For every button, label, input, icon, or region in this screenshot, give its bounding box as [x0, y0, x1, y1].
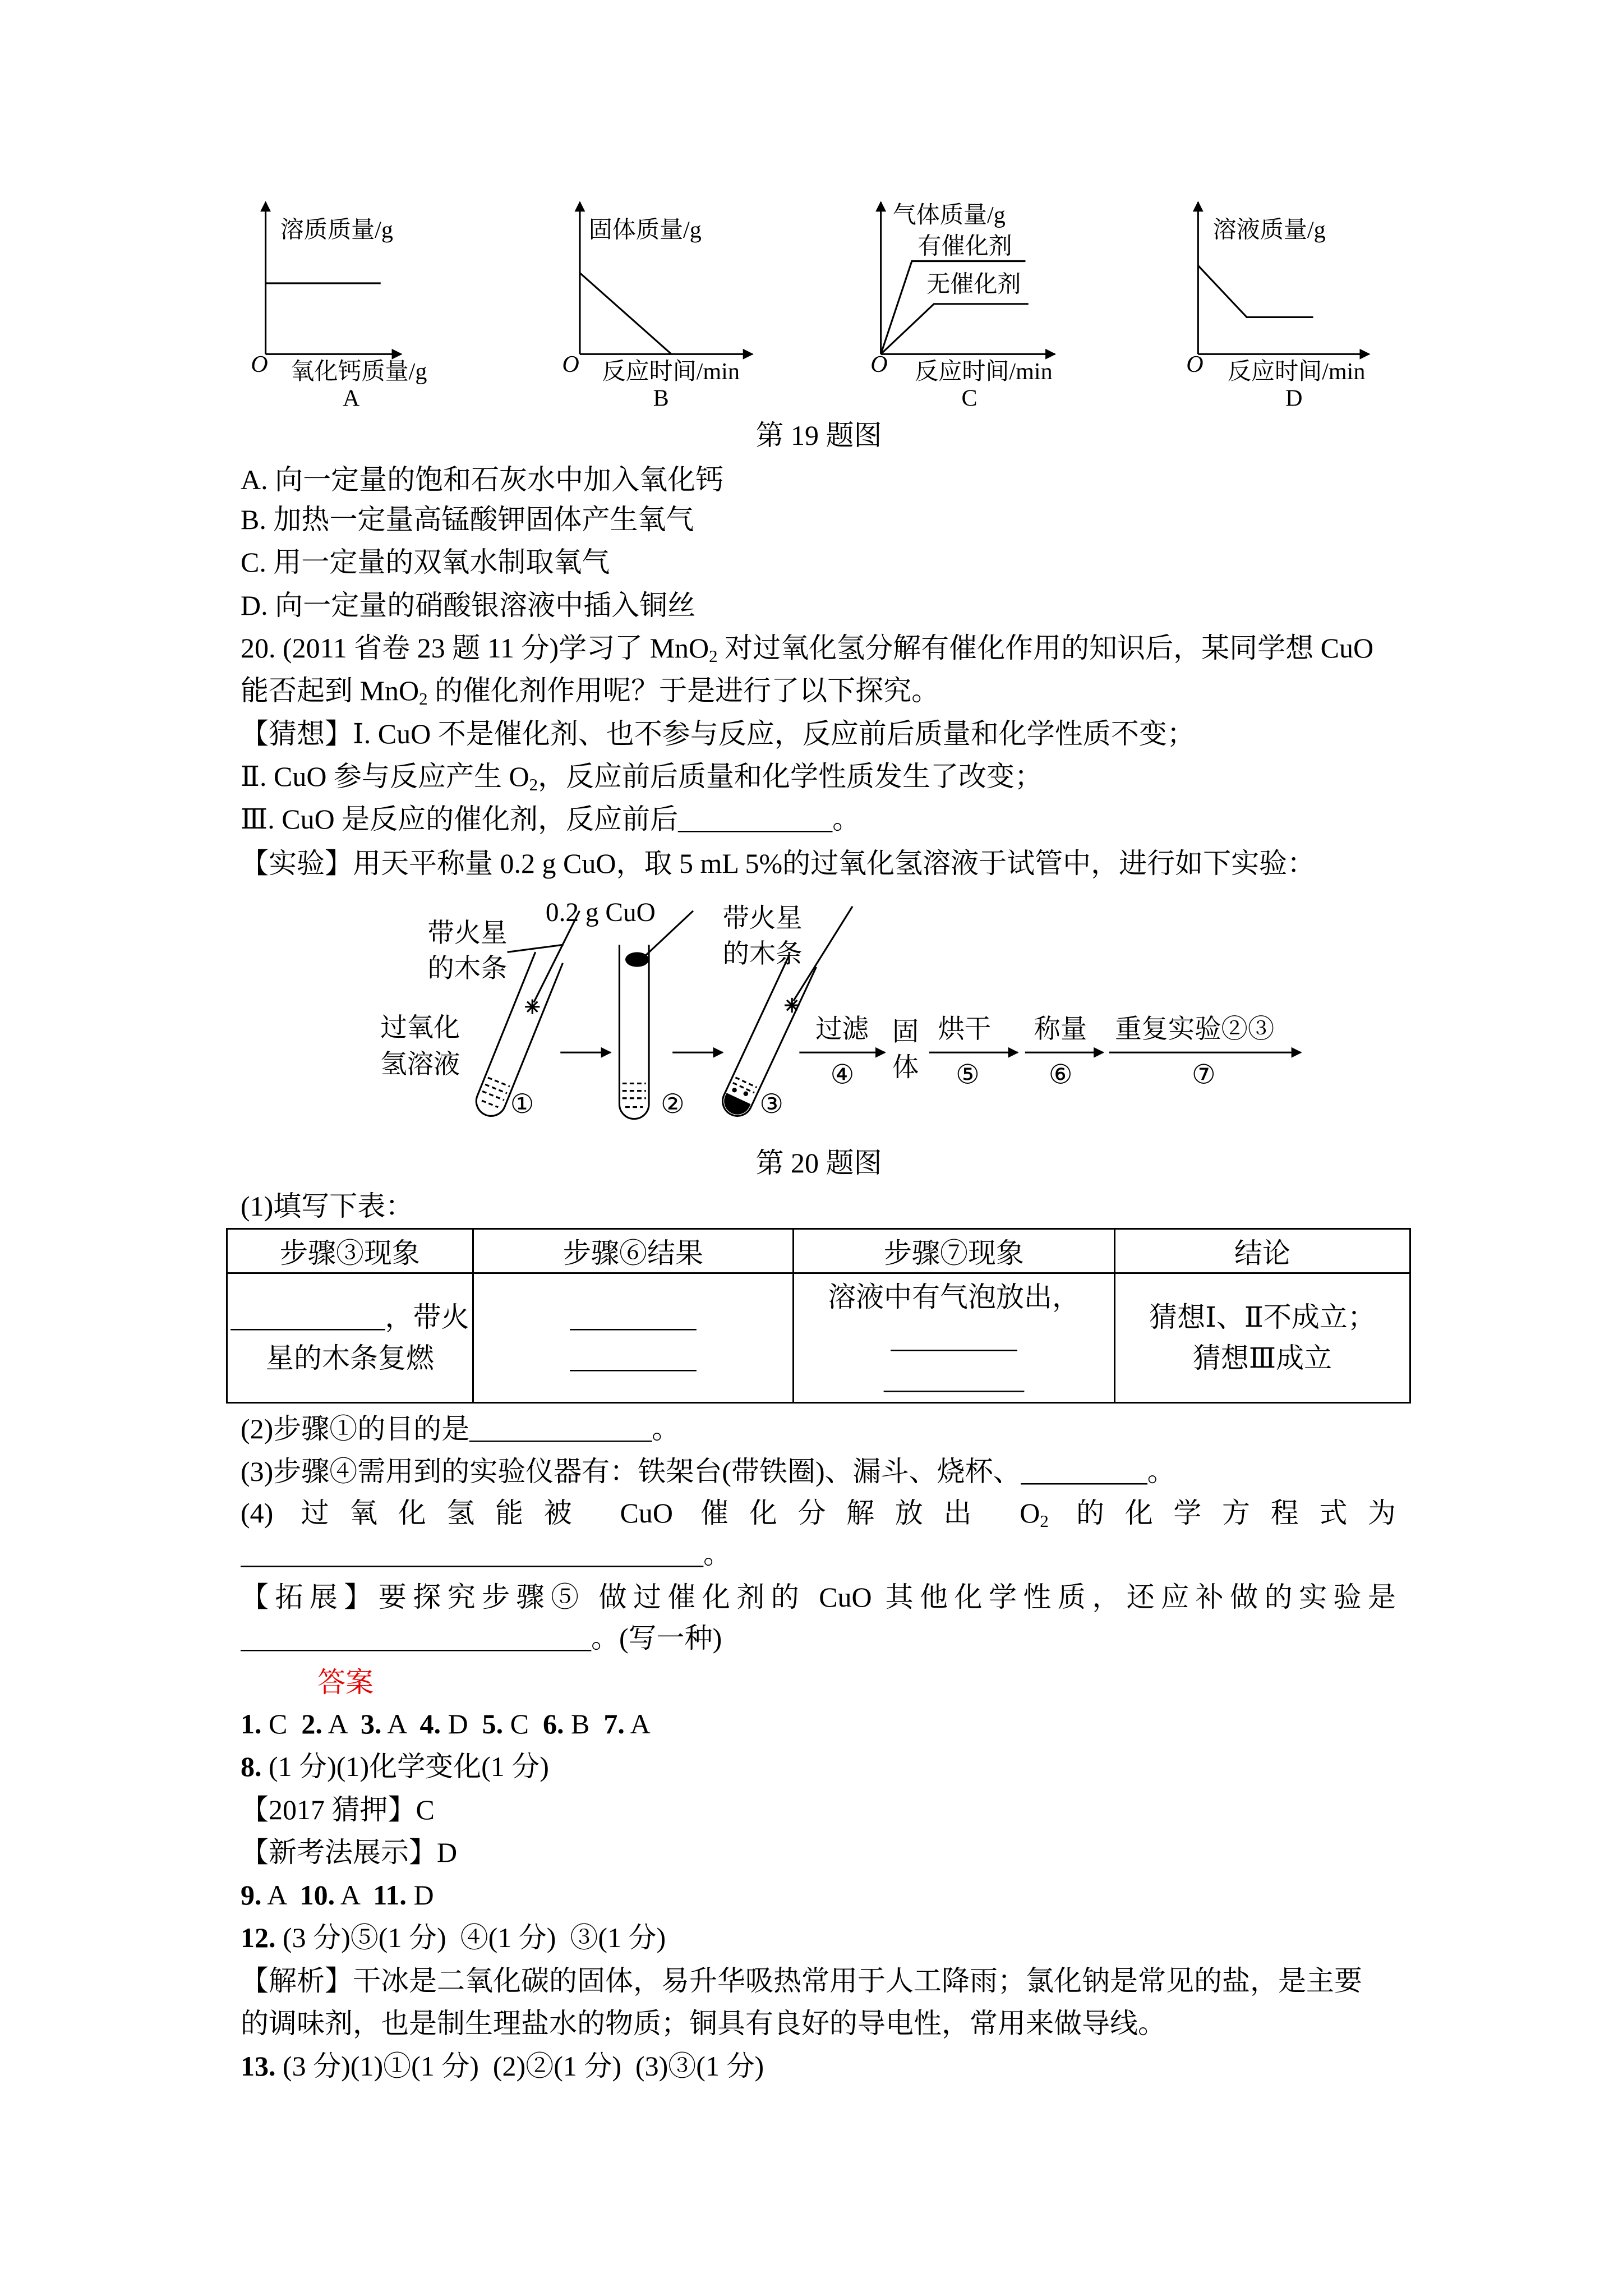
q20-part4 [241, 1492, 1396, 1534]
cell-line: _________ [891, 1322, 1017, 1354]
step-filter-label: 过滤 [815, 1014, 869, 1044]
answer-number: 8. [241, 1751, 262, 1782]
cell-line: __________ [884, 1363, 1024, 1395]
solution-label-b: 氢溶液 [380, 1050, 460, 1080]
q19-option-a: A. 向一定量的饱和石灰水中加入氧化钙 [241, 464, 724, 495]
graph-a-y-label: 溶质质量/g [280, 217, 393, 243]
answer-value: A [381, 1708, 420, 1740]
answer-guess-2017: 【2017 猜押】C [241, 1794, 435, 1825]
splint-label-2a: 带火星 [722, 904, 803, 933]
answer-number: 13. [241, 2050, 276, 2082]
step-dry-label: 烘干 [938, 1014, 992, 1044]
q20-guess-text: Ⅱ. CuO 参与反应产生 O [241, 761, 529, 792]
answer-number: 7. [603, 1708, 625, 1740]
graph-c-x-label: 反应时间/min [915, 358, 1053, 385]
graph-d-y-label: 溶液质量/g [1212, 217, 1326, 243]
table-cell-step3 [227, 1273, 473, 1403]
answer-q8 [241, 1745, 549, 1788]
figure-19-caption: 第 19 题图 [755, 420, 882, 451]
answer-new-method: 【新考法展示】D [241, 1837, 458, 1868]
graph-b-curve [580, 273, 671, 355]
subscript: 2 [419, 688, 428, 708]
q20-extend-blank: _________________________。(写一种) [241, 1622, 722, 1654]
subscript: 2 [1040, 1511, 1049, 1531]
subscript: 2 [709, 646, 718, 666]
tube-outline [619, 945, 649, 1119]
graph-b-letter: B [653, 385, 669, 412]
cell-line: 星的木条复燃 [266, 1342, 434, 1374]
answer-value: A [624, 1708, 651, 1740]
spark-icon [785, 998, 799, 1013]
answer-analysis-line1: 【解析】干冰是二氧化碳的固体，易升华吸热常用于人工降雨；氯化钠是常见的盐，是主要 [241, 1965, 1362, 1996]
step-repeat-label: 重复实验②③ [1115, 1014, 1275, 1044]
cuo-particle [743, 1091, 749, 1097]
spark-icon [525, 1000, 540, 1014]
cuo-particle [731, 1087, 737, 1093]
graph-c [870, 202, 1055, 411]
q20-part1-prompt: (1)填写下表： [241, 1190, 414, 1222]
graph-b-origin: O [562, 351, 579, 378]
graph-d [1186, 202, 1369, 411]
answer-value: A [322, 1708, 361, 1740]
answer-number: 4. [419, 1708, 441, 1740]
graph-a-origin: O [251, 351, 268, 378]
subscript: 2 [529, 774, 538, 794]
step-weigh-number: ⑥ [1048, 1060, 1073, 1090]
q20-intro-line1 [241, 627, 1373, 669]
answer-number: 5. [482, 1708, 504, 1740]
q20-guess-1: 【猜想】Ⅰ. CuO 不是催化剂、也不参与反应，反应前后质量和化学性质不变； [241, 718, 1195, 749]
answers-line-9 [241, 1874, 434, 1916]
answer-number: 3. [360, 1708, 382, 1740]
q20-experiment: 【实验】用天平称量 0.2 g CuO，取 5 mL 5%的过氧化氢溶液于试管中，进行如下实验： [241, 848, 1316, 879]
answer-value: D [441, 1708, 482, 1740]
answer-number: 12. [241, 1922, 276, 1953]
q19-option-b: B. 加热一定量高锰酸钾固体产生氧气 [241, 504, 694, 535]
solid-label-b: 体 [892, 1053, 919, 1083]
splint-1-leader [508, 945, 564, 952]
answer-analysis-line2: 的调味剂，也是制生理盐水的物质；铜具有良好的导电性，常用来做导线。 [241, 2008, 1166, 2039]
graph-a-x-label: 氧化钙质量/g [291, 358, 427, 385]
table-header-cell: 步骤⑥结果 [473, 1229, 794, 1273]
answer-value: (3 分)⑤(1 分) ④(1 分) ③(1 分) [275, 1922, 666, 1953]
tube-number-3: ③ [759, 1090, 783, 1120]
graph-a [251, 202, 427, 411]
table-cell-step7 [794, 1273, 1115, 1403]
graph-c-origin: O [870, 351, 888, 378]
answer-number: 6. [543, 1708, 564, 1740]
cell-line: 猜想Ⅰ、Ⅱ不成立； [1149, 1301, 1376, 1333]
graph-c-letter: C [961, 385, 978, 412]
q20-intro-text: 的催化剂作用呢？于是进行了以下探究。 [427, 675, 940, 706]
figure-19-graphs [0, 162, 1623, 428]
answer-number: 10. [299, 1879, 335, 1911]
table-header-cell: 步骤③现象 [227, 1229, 473, 1273]
table-header-cell: 步骤⑦现象 [794, 1229, 1115, 1273]
q20-part2: (2)步骤①的目的是_____________。 [241, 1413, 680, 1444]
tube-number-2: ② [661, 1090, 685, 1120]
graph-b-x-label: 反应时间/min [602, 358, 740, 385]
figure-20-caption: 第 20 题图 [755, 1147, 882, 1179]
splint-label-1b: 的木条 [427, 954, 508, 984]
table-header-cell: 结论 [1115, 1229, 1410, 1273]
cell-line: 溶液中有气泡放出， [828, 1281, 1080, 1313]
q20-part4-blank: _________________________________。 [241, 1538, 731, 1570]
q20-guess-text: ，反应前后质量和化学性质发生了改变； [538, 761, 1043, 792]
cell-line: 猜想Ⅲ成立 [1192, 1342, 1332, 1374]
liquid-hatch [488, 1078, 510, 1087]
liquid-hatch [482, 1091, 504, 1100]
test-tube-2 [619, 945, 649, 1119]
liquid-hatch [485, 1084, 507, 1093]
graph-d-curve [1198, 265, 1313, 317]
answer-number: 1. [241, 1708, 262, 1740]
graph-a-letter: A [342, 385, 360, 412]
graph-d-letter: D [1285, 385, 1303, 412]
answers-heading: 答案 [317, 1667, 374, 1698]
step-dry-number: ⑤ [956, 1060, 980, 1090]
figure-20-diagram [354, 886, 1327, 1129]
step-repeat-number: ⑦ [1192, 1060, 1216, 1090]
answer-value: (3 分)(1)①(1 分) (2)②(1 分) (3)③(1 分) [275, 2050, 764, 2082]
answer-q13 [241, 2045, 764, 2087]
q20-intro-line2 [241, 669, 939, 712]
table-cell-step6 [473, 1273, 794, 1403]
solution-label-a: 过氧化 [380, 1013, 460, 1043]
splint-label-1a: 带火星 [427, 918, 508, 948]
answer-value: A [261, 1879, 300, 1911]
q20-part3: (3)步骤④需用到的实验仪器有：铁架台(带铁圈)、漏斗、烧杯、_________。 [241, 1456, 1175, 1487]
answer-value: C [503, 1708, 543, 1740]
step-weigh-label: 称量 [1034, 1014, 1087, 1044]
table-header-row [227, 1229, 1410, 1273]
cuo-label: 0.2 g CuO [545, 898, 656, 928]
graph-b [562, 202, 752, 411]
cell-line: _________ [570, 1301, 697, 1333]
table-row [227, 1273, 1410, 1403]
q20-table [226, 1228, 1411, 1404]
liquid-hatch [735, 1078, 757, 1088]
graph-c-no-catalyst-label: 无催化剂 [926, 271, 1021, 298]
q20-intro-text: 对过氧化氢分解有催化作用的知识后，某同学想 CuO [717, 632, 1374, 664]
q20-intro-text: 20. (2011 省卷 23 题 11 分)学习了 MnO [241, 632, 709, 664]
step-filter-number: ④ [830, 1060, 855, 1090]
cell-line: _________ [570, 1342, 697, 1374]
q20-extend: 【拓展】要探究步骤⑤ 做过催化剂的 CuO 其他化学性质，还应补做的实验是 [241, 1581, 1396, 1613]
graph-d-x-label: 反应时间/min [1227, 358, 1366, 385]
q20-guess-2 [241, 755, 1043, 798]
answer-q12 [241, 1916, 666, 1959]
answer-value: C [261, 1708, 302, 1740]
splint-label-2b: 的木条 [722, 939, 803, 969]
q19-option-d: D. 向一定量的硝酸银溶液中插入铜丝 [241, 590, 696, 621]
graph-b-y-label: 固体质量/g [588, 217, 702, 243]
q20-intro-text: 能否起到 MnO [241, 675, 419, 706]
q20-part4-text: 的化学方程式为 [1048, 1497, 1396, 1529]
q19-option-c: C. 用一定量的双氧水制取氧气 [241, 546, 610, 578]
solid-label-a: 固 [892, 1018, 919, 1047]
answer-value: B [564, 1708, 604, 1740]
answer-value: A [335, 1879, 374, 1911]
graph-d-origin: O [1186, 351, 1204, 378]
q20-guess-3: Ⅲ. CuO 是反应的催化剂，反应前后___________。 [241, 803, 861, 835]
liquid-hatch [482, 1101, 498, 1107]
answer-number: 11. [373, 1879, 407, 1911]
table-cell-conclusion [1115, 1273, 1410, 1403]
graph-c-curve-no-catalyst [881, 304, 1029, 354]
answers-line-1 [241, 1703, 651, 1745]
graph-c-y-label: 气体质量/g [892, 202, 1006, 229]
spoon-bowl [625, 952, 649, 967]
answer-number: 2. [301, 1708, 322, 1740]
cell-line: ___________，带火 [230, 1301, 469, 1333]
answer-value: (1 分)(1)化学变化(1 分) [261, 1751, 549, 1782]
tube-number-1: ① [510, 1090, 534, 1120]
answer-value: D [406, 1879, 434, 1911]
graph-c-catalyst-label: 有催化剂 [917, 233, 1012, 260]
answer-number: 9. [241, 1879, 262, 1911]
q20-part4-text: (4) 过氧化氢能被 CuO 催化分解放出 O [241, 1497, 1040, 1529]
